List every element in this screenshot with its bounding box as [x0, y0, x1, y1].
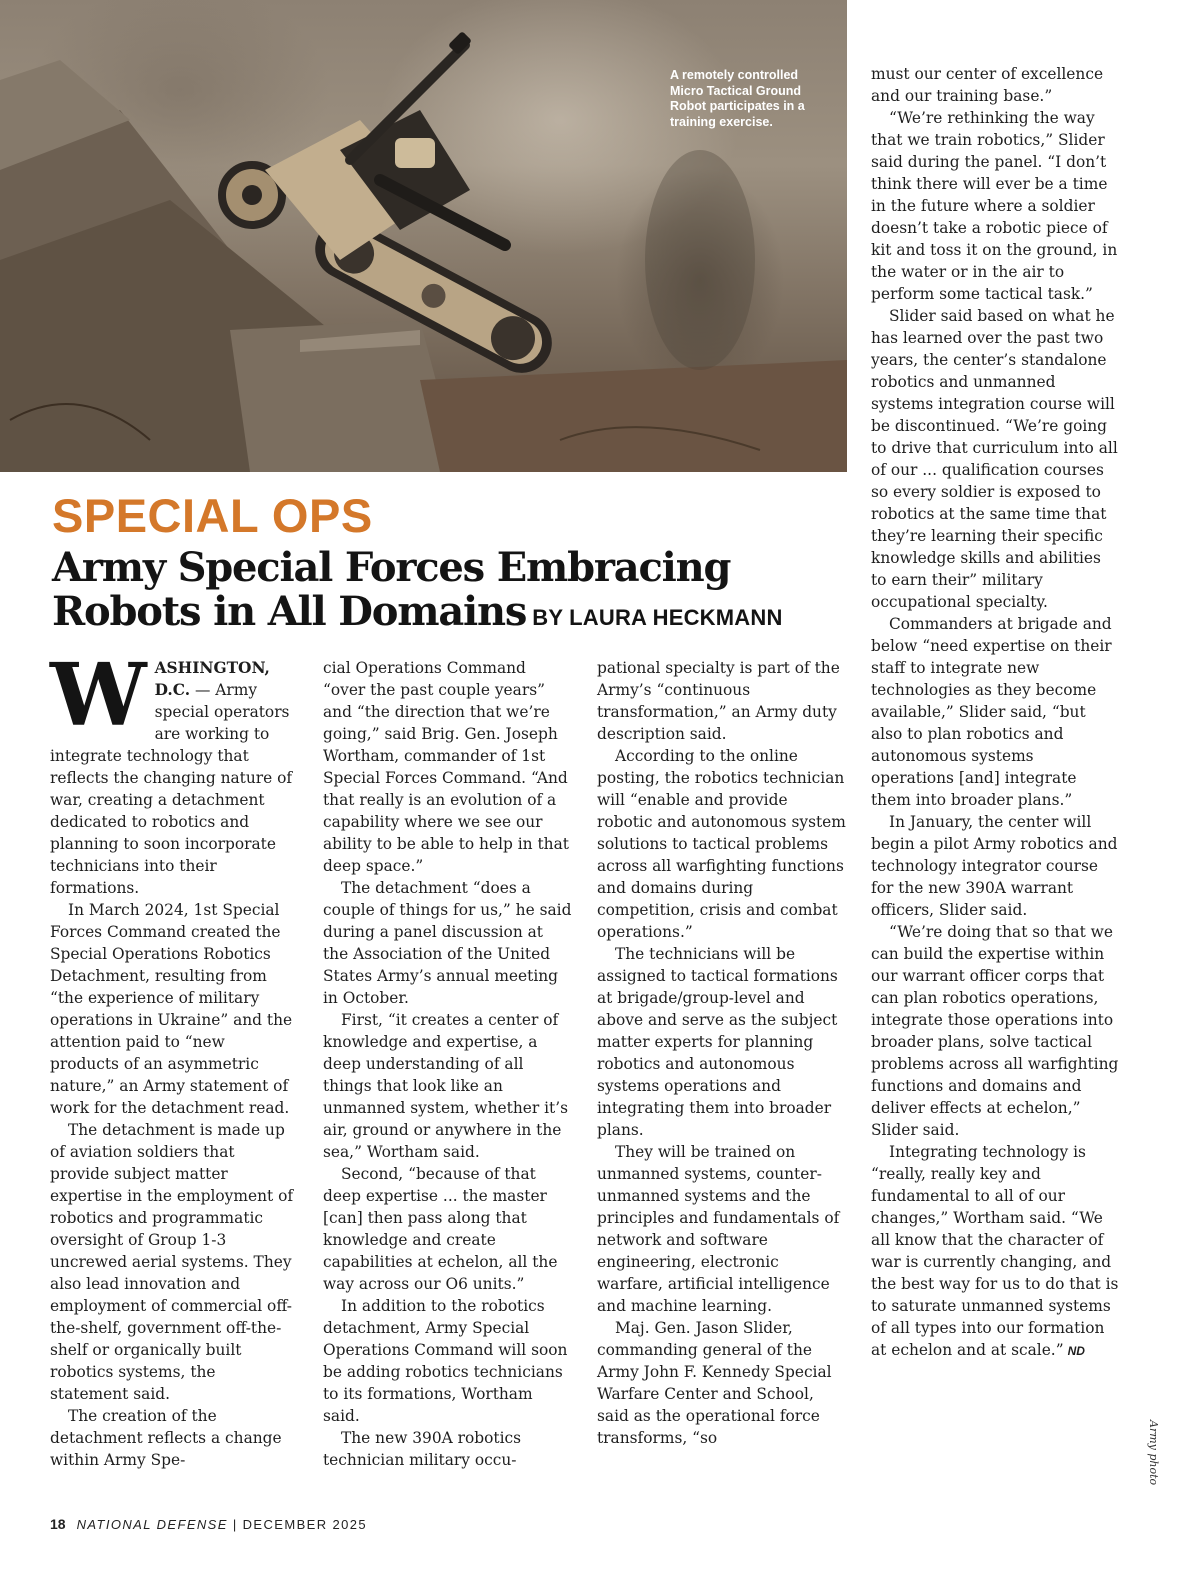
paragraph: The detachment “does a couple of things for us,” he said during a panel discussion at the Association of the United States Army’s annual meeting in October. — [323, 879, 572, 1007]
photo-credit: Army photo — [1147, 1420, 1160, 1486]
paragraph: “We’re doing that so that we can build the expertise within our warrant officer corps that can plan robotics operations, integrate those operations into broader plans, solve tactical problems across all warfighting functions and domains and deliver effects at echelon,” Slider said. — [871, 923, 1119, 1139]
drop-cap: W — [50, 645, 147, 746]
column-1 — [50, 645, 298, 1471]
paragraph: In March 2024, 1st Special Forces Command created the Special Operations Robotics Detachment, resulting from “the experience of military operations in Ukraine” and the attention paid to “new products of an asymmetric nature,” an Army statement of work for the detachment read. — [50, 901, 293, 1117]
page-footer — [50, 1516, 367, 1532]
photo-caption: A remotely controlled Micro Tactical Ground Robot participates in a training exercise. — [670, 68, 805, 129]
footer-separator: | — [232, 1517, 238, 1532]
headline-line-2-wrap — [52, 590, 852, 640]
paragraph: The technicians will be assigned to tactical formations at brigade/group-level and above and serve as the subject matter experts for planning robotics and autonomous systems operations and integrating them into broader plans. — [597, 945, 838, 1139]
article-headline — [52, 546, 852, 640]
paragraph: Commanders at brigade and below “need expertise on their staff to integrate new technologies as they become available,” Slider said, “but also to plan robotics and autonomous systems operations [and] integrate them into broader plans.” — [871, 615, 1112, 809]
paragraph-continued: pational specialty is part of the Army’s “continuous transformation,” an Army duty description said. — [597, 659, 840, 743]
hero-photo — [0, 0, 847, 472]
section-label: SPECIAL OPS — [52, 489, 373, 542]
final-paragraph — [871, 1141, 1121, 1362]
paragraph: The new 390A robotics technician military occu- — [323, 1429, 522, 1469]
paragraph: Maj. Gen. Jason Slider, commanding general of the Army John F. Kennedy Special Warfare Center and School, said as the operational force transforms, “so — [597, 1319, 832, 1447]
column-3 — [597, 657, 847, 1449]
magazine-name: NATIONAL DEFENSE — [76, 1517, 228, 1532]
lead-paragraph — [50, 645, 298, 899]
issue-date: DECEMBER 2025 — [242, 1517, 368, 1532]
page-number: 18 — [50, 1516, 66, 1532]
paragraph: In January, the center will begin a pilot Army robotics and technology integrator course for the new 390A warrant officers, Slider said. — [871, 813, 1118, 919]
paragraph: In addition to the robotics detachment, Army Special Operations Command will soon be adding robotics technicians to its formations, Wortham said. — [323, 1297, 568, 1425]
paragraph-continued: must our center of excellence and our training base.” — [871, 65, 1104, 105]
paragraph: The creation of the detachment reflects a change within Army Spe- — [50, 1407, 282, 1469]
end-mark: ND — [1067, 1344, 1085, 1358]
paragraph-continued: cial Operations Command “over the past couple years” and “the direction that we’re going,” said Brig. Gen. Joseph Wortham, commander of 1st Special Forces Command. “And that really is an evolution of a capability where we see our ability to be able to help in that deep space.” — [323, 659, 569, 875]
paragraph: They will be trained on unmanned systems, counter-unmanned systems and the principles and fundamentals of network and software engineering, electronic warfare, artificial intelligence and machine learning. — [597, 1143, 840, 1315]
byline: BY LAURA HECKMANN — [532, 605, 783, 630]
headline-line-1: Army Special Forces Embracing — [52, 544, 731, 591]
lead-text: — Army special operators are working to integrate technology that reflects the changing nature of war, creating a detachment dedicated to robotics and planning to soon incorporate technicians into their formations. — [50, 681, 293, 897]
paragraph: First, “it creates a center of knowledge and expertise, a deep understanding of all things that look like an unmanned system, whether it’s air, ground or anywhere in the sea,” Wortham said. — [323, 1011, 568, 1161]
paragraph: The detachment is made up of aviation soldiers that provide subject matter expertise in the employment of robotics and programmatic oversight of Group 1-3 uncrewed aerial systems. They also lead innovation and employment of commercial off-the-shelf, government off-the-shelf or organically built robotics systems, the statement said. — [50, 1121, 294, 1403]
paragraph-text: Integrating technology is “really, really key and fundamental to all of our changes,” Wortham said. “We all know that the character of war is currently changing, and the best way for us to do that is to saturate unmanned systems of all types into our formation at echelon and at scale.” — [871, 1143, 1119, 1359]
headline-line-2: Robots in All Domains — [52, 588, 527, 635]
paragraph: Slider said based on what he has learned over the past two years, the center’s standalone robotics and unmanned systems integration course will be discontinued. “We’re going to drive that curriculum into all of our ... qualification courses so every soldier is exposed to robotics at the same time that they’re learning their specific knowledge skills and abilities to earn their” military occupational specialty. — [871, 307, 1118, 611]
column-4 — [871, 63, 1121, 1362]
paragraph: Second, “because of that deep expertise ... the master [can] then pass along that knowledge and create capabilities at echelon, all the way across our O6 units.” — [323, 1165, 558, 1293]
paragraph: According to the online posting, the robotics technician will “enable and provide robotic and autonomous system solutions to tactical problems across all warfighting functions and domains during competition, crisis and combat operations.” — [597, 747, 846, 941]
column-2 — [323, 657, 573, 1471]
paragraph: “We’re rethinking the way that we train robotics,” Slider said during the panel. “I don’t think there will ever be a time in the future where a soldier doesn’t take a robotic piece of kit and toss it on the ground, in the water or in the air to perform some tactical task.” — [871, 109, 1118, 303]
dateline: ASHINGTON, D.C. — [154, 659, 270, 699]
